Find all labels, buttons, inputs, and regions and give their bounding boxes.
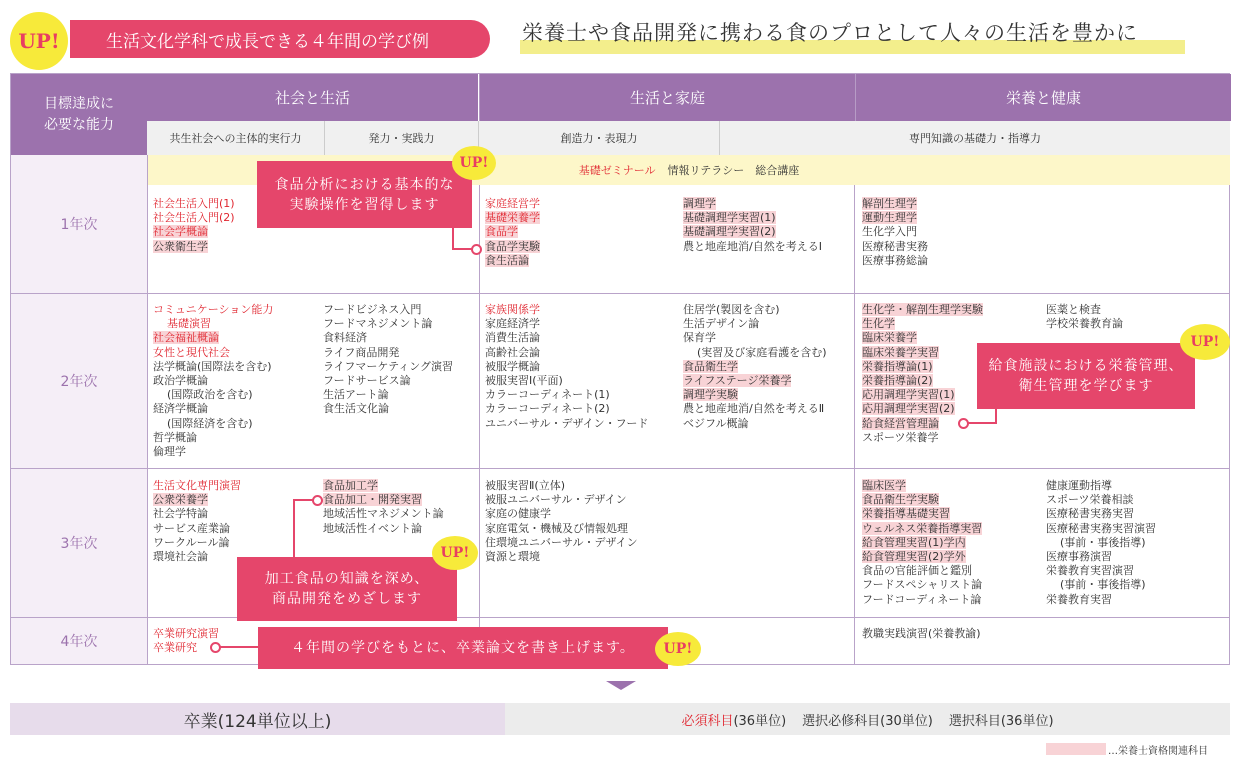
y2-home-courses-b bbox=[683, 303, 827, 431]
year-4: 4年次 bbox=[11, 618, 147, 664]
course-item bbox=[1046, 578, 1156, 592]
course-name: 基礎演習 bbox=[167, 317, 211, 331]
course-item bbox=[862, 564, 982, 578]
course-item bbox=[485, 346, 648, 360]
course-name: ワークルール論 bbox=[153, 535, 230, 549]
course-name: フードコーディネート論 bbox=[862, 592, 982, 606]
course-name: スポーツ栄養相談 bbox=[1046, 493, 1134, 507]
header-banner-text: 生活文化学科で成長できる４年間の学び例 bbox=[106, 31, 429, 52]
course-name: 運動生理学 bbox=[862, 211, 917, 225]
course-name: 被服実習Ⅱ(立体) bbox=[485, 479, 565, 492]
course-item bbox=[862, 507, 982, 521]
course-item bbox=[485, 211, 540, 225]
course-name: 法学概論(国際法を含む) bbox=[153, 359, 272, 373]
course-name: 高齢社会論 bbox=[485, 345, 540, 359]
course-name: 教職実践演習(栄養教諭) bbox=[862, 627, 981, 640]
course-item bbox=[683, 197, 822, 211]
course-name: サービス産業論 bbox=[153, 521, 230, 535]
course-item bbox=[683, 225, 822, 239]
course-name: 臨床医学 bbox=[862, 479, 906, 492]
course-name: 食生活論 bbox=[485, 253, 529, 267]
required-label: 必須科目 bbox=[681, 713, 734, 729]
course-item bbox=[683, 331, 827, 345]
course-name: 食品衛生学 bbox=[683, 359, 738, 373]
course-item bbox=[153, 197, 235, 211]
course-item bbox=[683, 240, 822, 254]
callout-food-analysis-connector bbox=[452, 228, 454, 250]
course-name: 食料経済 bbox=[323, 331, 367, 345]
course-name: 女性と現代社会 bbox=[153, 345, 230, 359]
course-name: 医療事務総論 bbox=[862, 253, 928, 267]
callout-product-development-line-1: 加工食品の知識を深め、 bbox=[264, 571, 430, 587]
graduation-requirement: 卒業(124単位以上) bbox=[10, 703, 505, 735]
course-item bbox=[485, 522, 638, 536]
y2-home-courses-a bbox=[485, 303, 648, 431]
course-item bbox=[153, 550, 241, 564]
course-name: 解剖生理学 bbox=[862, 197, 917, 210]
callout-meal-management-dot bbox=[958, 418, 969, 429]
course-name: スポーツ栄養学 bbox=[862, 430, 939, 444]
course-name: 生化学入門 bbox=[862, 225, 917, 239]
callout-meal-management-up-badge: UP! bbox=[1180, 324, 1230, 360]
ability-practice: 発力・実践力 bbox=[325, 121, 479, 155]
course-item bbox=[862, 578, 982, 592]
course-item bbox=[485, 225, 540, 239]
course-name: 住居学(製図を含む) bbox=[683, 303, 780, 316]
course-item bbox=[153, 331, 273, 345]
course-name: 農と地産地消/自然を考えるⅡ bbox=[683, 402, 825, 416]
course-item bbox=[862, 346, 983, 360]
header-tagline: 栄養士や食品開発に携わる食のプロとして人々の生活を豊かに bbox=[522, 21, 1138, 45]
course-item bbox=[485, 240, 540, 254]
y3-social-courses-b bbox=[323, 479, 444, 536]
course-name: 食品学 bbox=[485, 225, 518, 239]
course-name: 社会福祉概論 bbox=[153, 331, 219, 345]
course-name: 応用調理学実習(2) bbox=[862, 402, 955, 416]
course-name: 被服実習Ⅰ(平面) bbox=[485, 374, 563, 388]
course-item bbox=[862, 317, 983, 331]
callout-graduation-thesis-up-badge: UP! bbox=[655, 632, 701, 666]
course-item bbox=[862, 388, 983, 402]
course-item bbox=[485, 493, 638, 507]
course-name: 経済学概論 bbox=[153, 402, 208, 416]
course-item bbox=[323, 402, 453, 416]
course-item bbox=[153, 431, 273, 445]
course-name: 家庭電気・機械及び情報処理 bbox=[485, 521, 628, 535]
course-name: 家庭の健康学 bbox=[485, 507, 551, 521]
seminar-other: 情報リテラシー 総合講座 bbox=[667, 164, 800, 177]
callout-meal-management-line-1: 給食施設における栄養管理、 bbox=[988, 358, 1184, 374]
header-banner bbox=[70, 20, 490, 58]
course-name: カラーコーディネート(2) bbox=[485, 402, 610, 416]
course-item bbox=[1046, 536, 1156, 550]
course-item bbox=[153, 522, 241, 536]
course-name: 生化学 bbox=[862, 317, 895, 331]
course-name: ベジフル概論 bbox=[683, 416, 749, 430]
y1-home-courses-b bbox=[683, 197, 822, 254]
course-item bbox=[1046, 593, 1156, 607]
course-item bbox=[485, 388, 648, 402]
course-name: コミュニケーション能力 bbox=[153, 303, 274, 316]
course-item bbox=[862, 240, 928, 254]
y2-health-courses-b bbox=[1046, 303, 1123, 331]
course-item bbox=[862, 211, 928, 225]
course-name: 栄養教育実習演習 bbox=[1046, 564, 1134, 578]
course-item bbox=[862, 627, 981, 641]
course-item bbox=[323, 303, 453, 317]
course-name: カラーコーディネート(1) bbox=[485, 388, 610, 402]
course-item bbox=[683, 417, 827, 431]
course-name: 被服ユニバーサル・デザイン bbox=[485, 493, 627, 507]
course-item bbox=[153, 507, 241, 521]
course-name: 医療事務演習 bbox=[1046, 550, 1112, 564]
required-units: (36単位) bbox=[733, 713, 787, 729]
course-item bbox=[485, 550, 638, 564]
callout-food-analysis-line-2: 実験操作を習得します bbox=[289, 196, 440, 213]
callout-food-analysis-dot bbox=[471, 244, 482, 255]
elective-required-label: 選択必修科目(30単位) bbox=[802, 713, 933, 729]
course-item bbox=[153, 211, 235, 225]
course-item bbox=[153, 417, 273, 431]
course-name: 社会生活入門(1) bbox=[153, 197, 235, 210]
callout-graduation-thesis-dot bbox=[210, 642, 221, 653]
course-name: 卒業研究 bbox=[153, 641, 197, 655]
course-item bbox=[862, 225, 928, 239]
course-name: 哲学概論 bbox=[153, 430, 197, 444]
course-item bbox=[323, 493, 444, 507]
course-item bbox=[683, 346, 827, 360]
course-item bbox=[862, 431, 983, 445]
course-name: 卒業研究演習 bbox=[153, 627, 219, 640]
callout-product-development-connector bbox=[293, 499, 295, 557]
course-name: 家庭経済学 bbox=[485, 317, 540, 331]
y1-social-courses bbox=[153, 197, 235, 254]
seminar-required: 基礎ゼミナール bbox=[578, 164, 656, 177]
course-name: (実習及び家庭看護を含む) bbox=[697, 345, 827, 359]
course-item bbox=[683, 303, 827, 317]
course-name: 食生活文化論 bbox=[323, 402, 389, 416]
course-item bbox=[1046, 479, 1156, 493]
course-name: 医療秘書実務 bbox=[862, 239, 928, 253]
course-item bbox=[485, 402, 648, 416]
course-item bbox=[683, 402, 827, 416]
course-name: 公衆衛生学 bbox=[153, 239, 208, 253]
course-name: 環境社会論 bbox=[153, 550, 208, 564]
y3-social-courses-a bbox=[153, 479, 241, 564]
course-item bbox=[862, 593, 982, 607]
course-name: 食品の官能評価と鑑別 bbox=[862, 564, 972, 578]
category-home: 生活と家庭 bbox=[479, 74, 855, 121]
course-name: 応用調理学実習(1) bbox=[862, 388, 955, 402]
course-name: (事前・事後指導) bbox=[1060, 535, 1146, 549]
course-item bbox=[153, 225, 235, 239]
course-name: 社会学特論 bbox=[153, 507, 208, 521]
course-item bbox=[153, 493, 241, 507]
course-item bbox=[323, 388, 453, 402]
course-item bbox=[1046, 303, 1123, 317]
course-item bbox=[323, 360, 453, 374]
course-item bbox=[153, 402, 273, 416]
course-name: 給食経営管理論 bbox=[862, 416, 939, 430]
callout-graduation-thesis-connector bbox=[216, 646, 258, 648]
course-name: フードサービス論 bbox=[323, 374, 411, 388]
callout-graduation-thesis: ４年間の学びをもとに、卒業論文を書き上げます。 bbox=[258, 627, 668, 669]
category-health: 栄養と健康 bbox=[855, 74, 1231, 121]
course-name: 資源と環境 bbox=[485, 550, 540, 564]
course-item bbox=[862, 197, 928, 211]
course-name: 栄養指導論(1) bbox=[862, 359, 933, 373]
course-item bbox=[862, 331, 983, 345]
callout-meal-management-connector bbox=[995, 409, 997, 423]
callout-food-analysis-line-1: 食品分析における基本的な bbox=[274, 176, 455, 193]
course-name: 医薬と検査 bbox=[1046, 303, 1101, 316]
course-name: (事前・事後指導) bbox=[1060, 578, 1146, 592]
course-name: 社会学概論 bbox=[153, 225, 208, 239]
callout-food-analysis bbox=[257, 161, 472, 228]
course-name: 基礎調理学実習(1) bbox=[683, 211, 776, 225]
course-name: 調理学実験 bbox=[683, 388, 738, 402]
course-item bbox=[485, 331, 648, 345]
course-item bbox=[323, 317, 453, 331]
course-name: 保育学 bbox=[683, 331, 716, 345]
y3-home-courses bbox=[485, 479, 638, 564]
legend-swatch bbox=[1046, 743, 1106, 755]
course-name: 生活デザイン論 bbox=[683, 317, 760, 331]
course-item bbox=[323, 479, 444, 493]
course-name: 栄養指導論(2) bbox=[862, 374, 933, 388]
course-name: 家族関係学 bbox=[485, 303, 540, 316]
year-2: 2年次 bbox=[11, 294, 147, 468]
course-name: ライフマーケティング演習 bbox=[323, 359, 454, 373]
course-item bbox=[1046, 522, 1156, 536]
course-name: 栄養指導基礎実習 bbox=[862, 507, 950, 521]
y3-health-courses-a bbox=[862, 479, 982, 607]
course-name: 臨床栄養学 bbox=[862, 331, 917, 345]
course-item bbox=[485, 254, 540, 268]
course-item bbox=[323, 331, 453, 345]
course-name: 給食管理実習(1)学内 bbox=[862, 535, 966, 549]
corner-line-1: 目標達成に bbox=[44, 95, 114, 112]
callout-product-development-line-2: 商品開発をめざします bbox=[272, 591, 422, 607]
course-name: 倫理学 bbox=[153, 445, 186, 459]
course-item bbox=[1046, 493, 1156, 507]
course-name: 基礎調理学実習(2) bbox=[683, 225, 776, 239]
course-item bbox=[862, 522, 982, 536]
callout-meal-management-line-2: 衛生管理を学びます bbox=[1018, 378, 1154, 394]
course-name: 調理学 bbox=[683, 197, 716, 210]
course-item bbox=[485, 317, 648, 331]
course-item bbox=[862, 360, 983, 374]
course-name: 家庭経営学 bbox=[485, 197, 540, 210]
course-name: ライフ商品開発 bbox=[323, 345, 400, 359]
course-name: ユニバーサル・デザイン・フード bbox=[485, 416, 649, 430]
course-item bbox=[153, 445, 273, 459]
course-item bbox=[862, 536, 982, 550]
callout-food-analysis-up-badge: UP! bbox=[452, 146, 496, 180]
course-name: 生化学・解剖生理学実験 bbox=[862, 303, 983, 316]
course-name: ライフステージ栄養学 bbox=[683, 374, 792, 388]
y2-social-courses-b bbox=[323, 303, 453, 417]
credit-breakdown bbox=[505, 703, 1230, 735]
course-name: 給食管理実習(2)学外 bbox=[862, 550, 966, 564]
course-name: フードビジネス入門 bbox=[323, 303, 422, 316]
course-item bbox=[153, 479, 241, 493]
course-name: 医療秘書実務実習 bbox=[1046, 507, 1134, 521]
callout-product-development-up-badge: UP! bbox=[432, 536, 478, 570]
course-item bbox=[153, 303, 273, 317]
course-item bbox=[862, 402, 983, 416]
y4-social-courses bbox=[153, 627, 219, 655]
callout-product-development bbox=[237, 557, 457, 621]
corner-header bbox=[11, 74, 147, 155]
course-name: 生活アート論 bbox=[323, 388, 389, 402]
course-item bbox=[153, 360, 273, 374]
course-item bbox=[485, 303, 648, 317]
course-item bbox=[485, 197, 540, 211]
down-arrow-icon bbox=[606, 681, 636, 690]
course-name: 食品衛生学実験 bbox=[862, 493, 939, 507]
corner-line-2: 必要な能力 bbox=[44, 116, 114, 133]
course-name: 栄養教育実習 bbox=[1046, 592, 1112, 606]
year-1: 1年次 bbox=[11, 155, 147, 293]
course-item bbox=[323, 374, 453, 388]
course-item bbox=[1046, 317, 1123, 331]
course-name: 地域活性マネジメント論 bbox=[323, 507, 444, 521]
course-item bbox=[153, 627, 219, 641]
course-item bbox=[323, 346, 453, 360]
y3-health-courses-b bbox=[1046, 479, 1156, 607]
course-name: 食品加工学 bbox=[323, 479, 378, 492]
course-name: ウェルネス栄養指導実習 bbox=[862, 521, 983, 535]
ability-coexist: 共生社会への主体的実行力 bbox=[147, 121, 325, 155]
course-item bbox=[1046, 550, 1156, 564]
course-name: 基礎栄養学 bbox=[485, 211, 540, 225]
course-name: 食品学実験 bbox=[485, 239, 540, 253]
course-item bbox=[1046, 507, 1156, 521]
course-item bbox=[153, 346, 273, 360]
course-name: フードスペシャリスト論 bbox=[862, 578, 983, 592]
course-item bbox=[153, 240, 235, 254]
course-item bbox=[862, 493, 982, 507]
course-name: 健康運動指導 bbox=[1046, 479, 1112, 492]
course-name: 食品加工・開発実習 bbox=[323, 493, 422, 507]
category-social: 社会と生活 bbox=[147, 74, 478, 121]
course-item bbox=[485, 417, 648, 431]
course-item bbox=[683, 388, 827, 402]
course-item bbox=[485, 360, 648, 374]
course-item bbox=[153, 536, 241, 550]
ability-expert: 専門知識の基礎力・指導力 bbox=[720, 121, 1230, 155]
course-item bbox=[683, 211, 822, 225]
course-item bbox=[485, 479, 638, 493]
course-name: 被服学概論 bbox=[485, 359, 540, 373]
course-item bbox=[862, 550, 982, 564]
callout-meal-management-connector-h bbox=[965, 422, 997, 424]
course-item bbox=[683, 374, 827, 388]
y2-social-courses-a bbox=[153, 303, 273, 459]
callout-meal-management bbox=[977, 343, 1195, 409]
course-item bbox=[862, 374, 983, 388]
course-name: 公衆栄養学 bbox=[153, 493, 208, 507]
course-name: 消費生活論 bbox=[485, 331, 540, 345]
course-item bbox=[862, 254, 928, 268]
course-item bbox=[485, 507, 638, 521]
course-item bbox=[485, 374, 648, 388]
course-name: 学校栄養教育論 bbox=[1046, 317, 1123, 331]
course-name: (国際政治を含む) bbox=[167, 388, 253, 402]
course-name: フードマネジメント論 bbox=[323, 317, 433, 331]
course-item bbox=[153, 374, 273, 388]
up-badge: UP! bbox=[10, 12, 68, 70]
ability-create: 創造力・表現力 bbox=[479, 121, 720, 155]
course-name: 社会生活入門(2) bbox=[153, 211, 235, 225]
course-name: 農と地産地消/自然を考えるⅠ bbox=[683, 239, 822, 253]
y4-health-courses bbox=[862, 627, 981, 641]
course-name: 生活文化専門演習 bbox=[153, 479, 241, 492]
course-item bbox=[862, 303, 983, 317]
year-3: 3年次 bbox=[11, 469, 147, 617]
legend-text: …栄養士資格関連科目 bbox=[1108, 746, 1208, 757]
course-name: 地域活性イベント論 bbox=[323, 521, 422, 535]
course-item bbox=[153, 388, 273, 402]
course-name: 政治学概論 bbox=[153, 374, 208, 388]
course-item bbox=[1046, 564, 1156, 578]
course-item bbox=[683, 360, 827, 374]
course-name: 医療秘書実務実習演習 bbox=[1046, 521, 1156, 535]
course-item bbox=[862, 479, 982, 493]
course-name: (国際経済を含む) bbox=[167, 416, 253, 430]
course-name: 臨床栄養学実習 bbox=[862, 345, 939, 359]
course-item bbox=[323, 522, 444, 536]
course-name: 住環境ユニバーサル・デザイン bbox=[485, 535, 638, 549]
callout-product-development-dot bbox=[312, 495, 323, 506]
course-item bbox=[485, 536, 638, 550]
course-item bbox=[153, 317, 273, 331]
course-item bbox=[323, 507, 444, 521]
elective-label: 選択科目(36単位) bbox=[948, 713, 1054, 729]
y1-health-courses bbox=[862, 197, 928, 268]
y1-home-courses-a bbox=[485, 197, 540, 268]
course-item bbox=[683, 317, 827, 331]
